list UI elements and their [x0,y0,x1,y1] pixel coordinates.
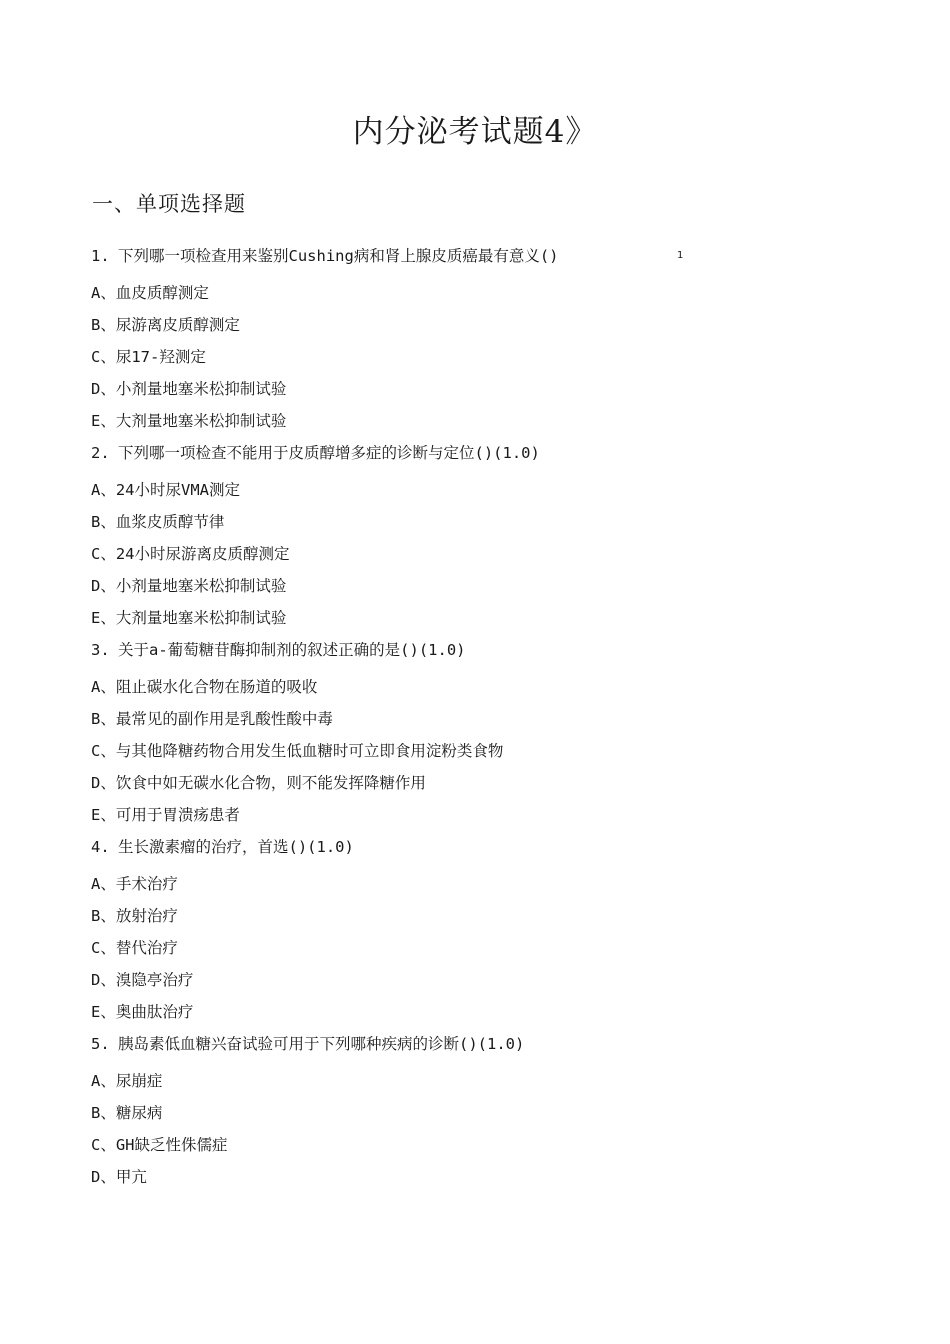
option-5a: A、尿崩症 [91,1072,163,1090]
option-2c: C、24小时尿游离皮质醇测定 [91,545,290,563]
option-1c: C、尿17-羟测定 [91,348,206,366]
option-5d: D、甲亢 [91,1168,147,1186]
option-4a: A、手术治疗 [91,875,178,893]
question-number: 1. [91,247,110,265]
question-text: 生长激素瘤的治疗，首选()(1.0) [118,838,354,856]
question-1 [91,244,559,266]
page-marker: 1 [677,250,684,261]
option-2e: E、大剂量地塞米松抑制试验 [91,609,287,627]
section-heading: 一、单项选择题 [92,192,246,216]
question-number: 3. [91,641,110,659]
option-1b: B、尿游离皮质醇测定 [91,316,240,334]
option-5b: B、糖尿病 [91,1104,163,1122]
question-number: 4. [91,838,110,856]
option-1d: D、小剂量地塞米松抑制试验 [91,380,287,398]
option-1a: A、血皮质醇测定 [91,284,209,302]
option-4c: C、替代治疗 [91,939,178,957]
option-3b: B、最常见的副作用是乳酸性酸中毒 [91,710,333,728]
question-4 [91,835,354,857]
option-1e: E、大剂量地塞米松抑制试验 [91,412,287,430]
question-5 [91,1032,524,1054]
option-4d: D、溴隐亭治疗 [91,971,194,989]
option-3a: A、阻止碳水化合物在肠道的吸收 [91,678,318,696]
option-5c: C、GH缺乏性侏儒症 [91,1136,228,1154]
question-text: 下列哪一项检查不能用于皮质醇增多症的诊断与定位()(1.0) [118,444,540,462]
question-number: 2. [91,444,110,462]
option-3c: C、与其他降糖药物合用发生低血糖时可立即食用淀粉类食物 [91,742,504,760]
option-3e: E、可用于胃溃疡患者 [91,806,240,824]
option-4e: E、奥曲肽治疗 [91,1003,194,1021]
document-title: 内分泌考试题4》 [352,114,598,150]
option-2b: B、血浆皮质醇节律 [91,513,225,531]
option-3d: D、饮食中如无碳水化合物，则不能发挥降糖作用 [91,774,426,792]
question-number: 5. [91,1035,110,1053]
option-2d: D、小剂量地塞米松抑制试验 [91,577,287,595]
question-text: 关于a-葡萄糖苷酶抑制剂的叙述正确的是()(1.0) [118,641,466,659]
question-text: 胰岛素低血糖兴奋试验可用于下列哪种疾病的诊断()(1.0) [118,1035,525,1053]
question-text: 下列哪一项检查用来鉴别Cushing病和肾上腺皮质癌最有意义() [118,247,559,265]
option-4b: B、放射治疗 [91,907,178,925]
option-2a: A、24小时尿VMA测定 [91,481,240,499]
question-3 [91,638,466,660]
question-2 [91,441,540,463]
